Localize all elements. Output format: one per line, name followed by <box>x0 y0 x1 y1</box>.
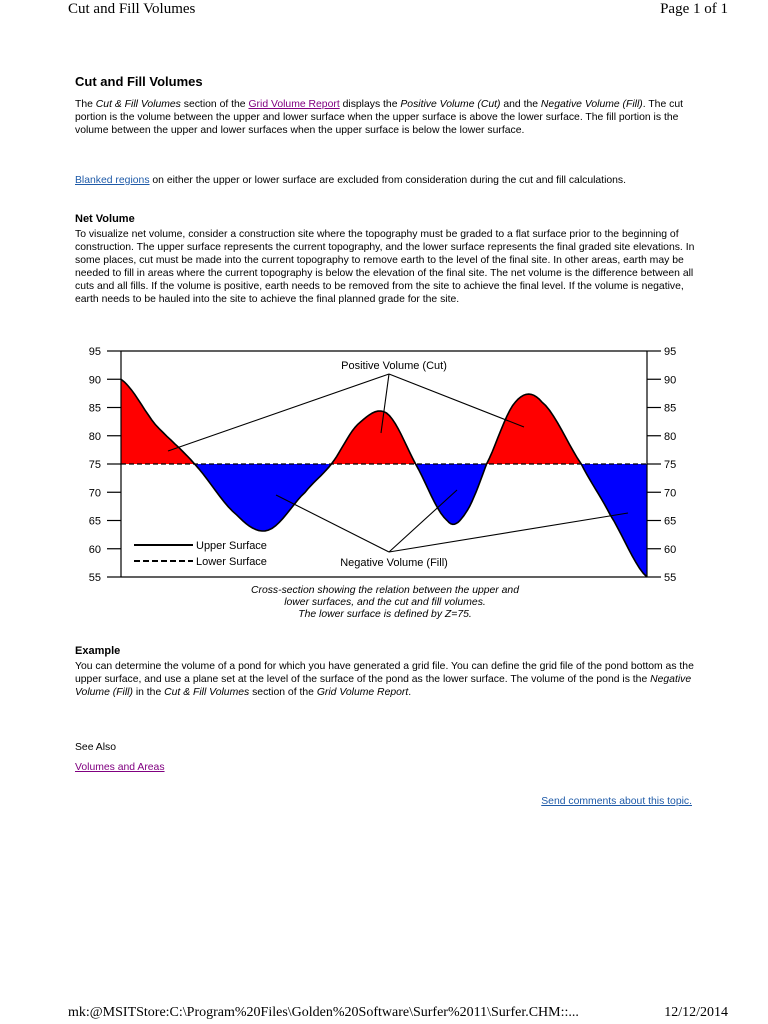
legend-lower-label: Lower Surface <box>196 556 267 568</box>
net-volume-section <box>75 213 695 306</box>
right-tick-label-75: 75 <box>664 459 677 471</box>
left-tick-label-90: 90 <box>88 374 101 387</box>
figure-caption: Cross-section showing the relation between the upper and lower surfaces, and the cut and fill volumes. The lower surface is defined by Z=75. <box>250 585 519 620</box>
left-tick-label-55: 55 <box>88 572 101 584</box>
left-tick-label-65: 65 <box>88 515 101 528</box>
negative-volume-label: Negative Volume (Fill) <box>340 557 448 569</box>
left-tick-label-60: 60 <box>88 543 101 556</box>
fill-region-1 <box>195 464 332 531</box>
right-tick-label-70: 70 <box>664 487 677 500</box>
blanked-paragraph: Blanked regions on either the upper or lower surface are excluded from consideration during the cut and fill calculations. <box>75 175 627 186</box>
intro-paragraph: The Cut & Fill Volumes section of the Grid Volume Report displays the Positive Volume (Cut) and the Negative Volume (Fill). The cut portion is the volume between the upper and lower surface when the upper surface is above the lower surface. The fill portion is the volume between the upper and lower surfaces when the upper surface is below the lower surface. <box>75 99 683 136</box>
blanked-regions-link[interactable]: Blanked regions <box>75 175 150 186</box>
cut-fill-chart <box>0 335 768 585</box>
left-tick-label-95: 95 <box>88 346 101 358</box>
print-header-title: Cut and Fill Volumes <box>68 1 196 17</box>
print-header-page: Page 1 of 1 <box>660 1 728 17</box>
leader-line-3 <box>276 495 389 552</box>
see-also-section <box>75 741 695 774</box>
right-tick-label-65: 65 <box>664 515 677 528</box>
right-tick-label-55: 55 <box>664 572 677 584</box>
print-footer-date: 12/12/2014 <box>664 1005 728 1020</box>
example-paragraph: You can determine the volume of a pond for which you have generated a grid file. You can define the grid file of the pond bottom as the upper surface, and use a plane set at the level of the surface of the pond as the lower surface. The volume of the pond is the Negative Volume (Fill) in the Cut & Fill Volumes section of the Grid Volume Report. <box>75 661 694 698</box>
left-tick-label-80: 80 <box>88 430 101 443</box>
net-volume-heading: Net Volume <box>75 213 135 225</box>
right-tick-label-90: 90 <box>664 374 677 387</box>
grid-volume-report-link[interactable]: Grid Volume Report <box>248 99 340 110</box>
positive-volume-label: Positive Volume (Cut) <box>341 360 447 372</box>
see-also-label: See Also <box>75 742 117 753</box>
example-section <box>75 645 695 699</box>
send-comments-container <box>541 796 692 807</box>
intro-section <box>75 75 695 137</box>
right-tick-label-80: 80 <box>664 430 677 443</box>
left-tick-label-85: 85 <box>88 402 101 415</box>
example-heading: Example <box>75 645 121 657</box>
right-tick-label-95: 95 <box>664 346 677 358</box>
print-footer-path: mk:@MSITStore:C:\Program%20Files\Golden%20Software\Surfer%2011\Surfer.CHM::... <box>68 1005 579 1020</box>
leader-line-2 <box>389 374 524 427</box>
right-tick-label-60: 60 <box>664 543 677 556</box>
page-title: Cut and Fill Volumes <box>75 74 203 89</box>
left-tick-label-75: 75 <box>88 459 101 471</box>
right-tick-label-85: 85 <box>664 402 677 415</box>
net-volume-paragraph: To visualize net volume, consider a construction site where the topography must be graded to a flat surface prior to the beginning of construction. The upper surface represents the current topography, and the lower surface represents the final graded site elevations. In some places, cut must be made into the current topography to remove earth to the level of the final site. In other areas, earth may be needed to fill in areas where the current topography is below the elevation of the final site. The net volume is the difference between all cuts and all fills. If the volume is positive, earth needs to be removed from the site to achieve the final level. If the volume is negative, earth needs to be hauled into the site to achieve the final planned grade for the site. <box>75 229 695 305</box>
legend-upper-label: Upper Surface <box>196 540 267 552</box>
volumes-and-areas-link[interactable]: Volumes and Areas <box>75 762 165 773</box>
send-comments-link[interactable]: Send comments about this topic. <box>541 796 692 807</box>
left-tick-label-70: 70 <box>88 487 101 500</box>
